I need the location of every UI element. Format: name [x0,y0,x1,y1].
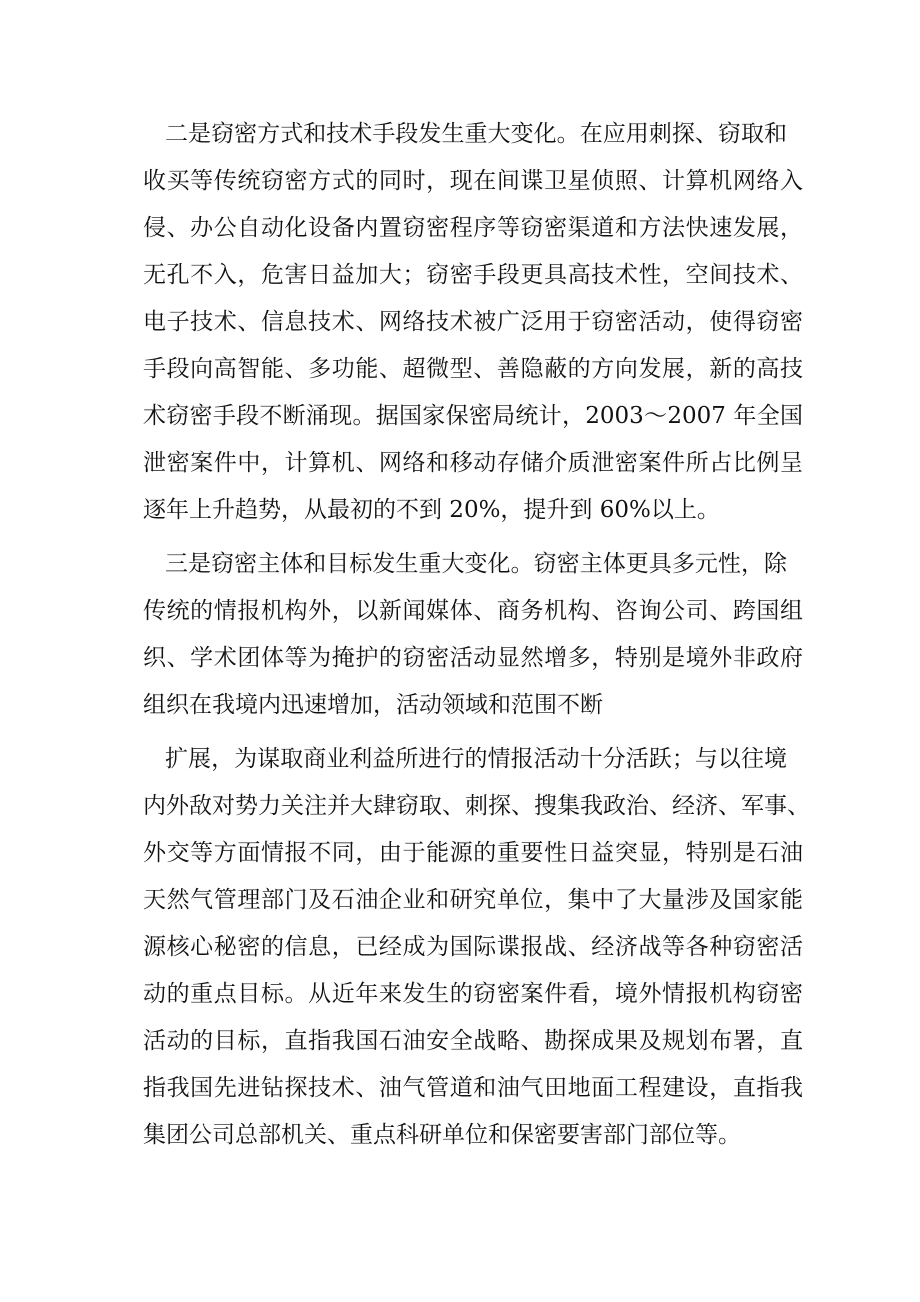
paragraph-3-line-5: 源核心秘密的信息，已经成为国际谍报战、经济战等各种窃密活 [143,934,803,960]
paragraph-2-line-2: 传统的情报机构外，以新闻媒体、商务机构、咨询公司、跨国组 [143,598,803,624]
paragraph-1-line-4: 无孔不入，危害日益加大；窃密手段更具高技术性，空间技术、 [143,262,803,288]
paragraph-1-line-7: 术窃密手段不断涌现。据国家保密局统计，2003～2007 年全国 [143,403,803,429]
paragraph-3-line-9: 集团公司总部机关、重点科研单位和保密要害部门部位等。 [143,1122,741,1148]
paragraph-3-line-3: 外交等方面情报不同，由于能源的重要性日益突显，特别是石油 [143,840,803,866]
paragraph-1-line-2: 收买等传统窃密方式的同时，现在间谍卫星侦照、计算机网络入 [143,168,803,194]
paragraph-3-line-7: 活动的目标，直指我国石油安全战略、勘探成果及规划布署，直 [143,1028,803,1054]
paragraph-1-line-1: 二是窃密方式和技术手段发生重大变化。在应用刺探、窃取和 [165,121,787,147]
paragraph-3-line-6: 动的重点目标。从近年来发生的窃密案件看，境外情报机构窃密 [143,981,803,1007]
paragraph-1-line-8: 泄密案件中，计算机、网络和移动存储介质泄密案件所占比例呈 [143,450,803,476]
paragraph-3-line-4: 天然气管理部门及石油企业和研究单位，集中了大量涉及国家能 [143,887,803,913]
paragraph-2-line-4: 组织在我境内迅速增加，活动领域和范围不断 [143,692,603,718]
paragraph-1-line-3: 侵、办公自动化设备内置窃密程序等窃密渠道和方法快速发展， [143,215,803,241]
paragraph-3-line-2: 内外敌对势力关注并大肆窃取、刺探、搜集我政治、经济、军事、 [143,793,810,819]
paragraph-2-line-1: 三是窃密主体和目标发生重大变化。窃密主体更具多元性，除 [165,551,787,577]
paragraph-3-line-8: 指我国先进钻探技术、油气管道和油气田地面工程建设，直指我 [143,1075,803,1101]
paragraph-3-line-1: 扩展，为谋取商业利益所进行的情报活动十分活跃；与以往境 [165,746,787,772]
paragraph-1-line-6: 手段向高智能、多功能、超微型、善隐蔽的方向发展，新的高技 [143,356,803,382]
paragraph-1-line-5: 电子技术、信息技术、网络技术被广泛用于窃密活动，使得窃密 [143,309,803,335]
paragraph-1-line-9: 逐年上升趋势，从最初的不到 20%，提升到 60%以上。 [143,497,720,523]
paragraph-2-line-3: 织、学术团体等为掩护的窃密活动显然增多，特别是境外非政府 [143,645,803,671]
